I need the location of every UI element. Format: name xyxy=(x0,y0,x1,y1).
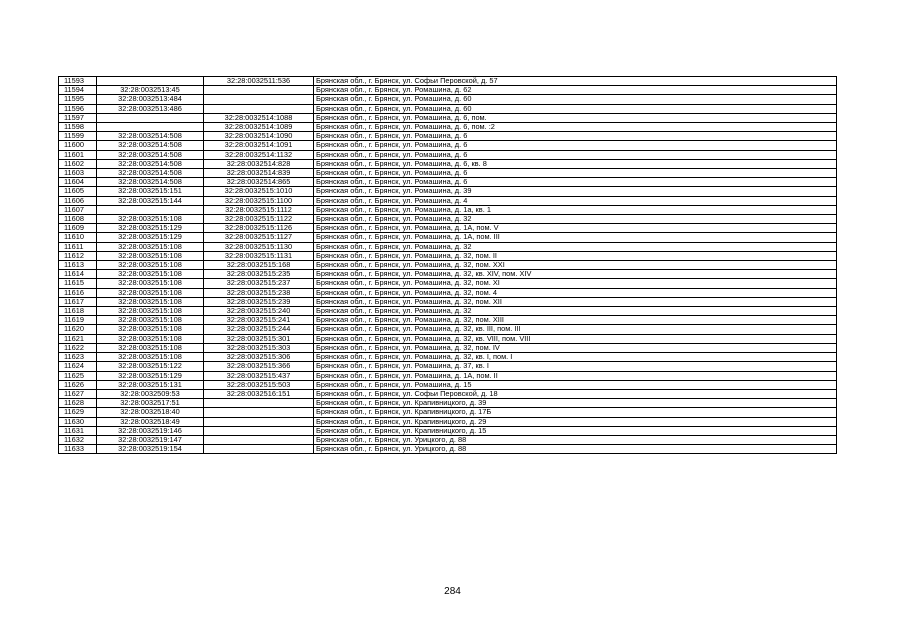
cadastral-number-cell: 32:28:0032519:154 xyxy=(97,445,204,454)
address-cell: Брянская обл., г. Брянск, ул. Ромашина, д. 1А, пом. III xyxy=(314,233,837,242)
table-row xyxy=(59,380,837,389)
row-number-cell: 11616 xyxy=(59,288,97,297)
row-number-cell: 11611 xyxy=(59,242,97,251)
address-cell: Брянская обл., г. Брянск, ул. Ромашина, д. 37, кв. I xyxy=(314,362,837,371)
cadastral-number-cell: 32:28:0032514:508 xyxy=(97,178,204,187)
row-number-cell: 11620 xyxy=(59,325,97,334)
cadastral-number-cell: 32:28:0032514:508 xyxy=(97,141,204,150)
cadastral-number-cell: 32:28:0032519:147 xyxy=(97,435,204,444)
cadastral-number-cell: 32:28:0032513:45 xyxy=(97,86,204,95)
address-cell: Брянская обл., г. Брянск, ул. Ромашина, д. 32 xyxy=(314,215,837,224)
cadastral-number-cell: 32:28:0032513:486 xyxy=(97,104,204,113)
table-row xyxy=(59,353,837,362)
address-cell: Брянская обл., г. Брянск, ул. Ромашина, д. 39 xyxy=(314,187,837,196)
address-cell: Брянская обл., г. Брянск, ул. Ромашина, д. 62 xyxy=(314,86,837,95)
table-row xyxy=(59,187,837,196)
address-cell: Брянская обл., г. Брянск, ул. Ромашина, д. 6, пом. :2 xyxy=(314,123,837,132)
table-row xyxy=(59,307,837,316)
table-row xyxy=(59,224,837,233)
registry-table xyxy=(58,76,837,454)
row-number-cell: 11627 xyxy=(59,389,97,398)
object-cadastral-number-cell: 32:28:0032515:239 xyxy=(204,297,314,306)
address-cell: Брянская обл., г. Брянск, ул. Крапивницкого, д. 29 xyxy=(314,417,837,426)
address-cell: Брянская обл., г. Брянск, ул. Ромашина, д. 32, кв. III, пом. III xyxy=(314,325,837,334)
table-row xyxy=(59,123,837,132)
row-number-cell: 11625 xyxy=(59,371,97,380)
cadastral-number-cell: 32:28:0032515:129 xyxy=(97,224,204,233)
cadastral-number-cell: 32:28:0032517:51 xyxy=(97,399,204,408)
cadastral-number-cell: 32:28:0032515:108 xyxy=(97,261,204,270)
table-row xyxy=(59,316,837,325)
object-cadastral-number-cell: 32:28:0032515:1122 xyxy=(204,215,314,224)
address-cell: Брянская обл., г. Брянск, ул. Ромашина, д. 6 xyxy=(314,169,837,178)
row-number-cell: 11623 xyxy=(59,353,97,362)
object-cadastral-number-cell: 32:28:0032515:244 xyxy=(204,325,314,334)
table-row xyxy=(59,132,837,141)
object-cadastral-number-cell xyxy=(204,95,314,104)
cadastral-number-cell: 32:28:0032515:129 xyxy=(97,371,204,380)
cadastral-number-cell: 32:28:0032515:108 xyxy=(97,343,204,352)
row-number-cell: 11604 xyxy=(59,178,97,187)
table-row xyxy=(59,178,837,187)
cadastral-number-cell: 32:28:0032515:108 xyxy=(97,215,204,224)
object-cadastral-number-cell: 32:28:0032515:238 xyxy=(204,288,314,297)
address-cell: Брянская обл., г. Брянск, ул. Софьи Перовской, д. 57 xyxy=(314,77,837,86)
address-cell: Брянская обл., г. Брянск, ул. Ромашина, д. 15 xyxy=(314,380,837,389)
cadastral-number-cell: 32:28:0032515:108 xyxy=(97,270,204,279)
address-cell: Брянская обл., г. Брянск, ул. Ромашина, д. 32 xyxy=(314,242,837,251)
address-cell: Брянская обл., г. Брянск, ул. Ромашина, д. 32, пом. XI xyxy=(314,279,837,288)
address-cell: Брянская обл., г. Брянск, ул. Ромашина, д. 32 xyxy=(314,307,837,316)
table-row xyxy=(59,343,837,352)
object-cadastral-number-cell: 32:28:0032515:301 xyxy=(204,334,314,343)
cadastral-number-cell: 32:28:0032515:108 xyxy=(97,251,204,260)
table-row xyxy=(59,325,837,334)
address-cell: Брянская обл., г. Брянск, ул. Урицкого, д. 88 xyxy=(314,435,837,444)
object-cadastral-number-cell: 32:28:0032514:1091 xyxy=(204,141,314,150)
table-row xyxy=(59,159,837,168)
cadastral-number-cell: 32:28:0032518:40 xyxy=(97,408,204,417)
cadastral-number-cell: 32:28:0032515:108 xyxy=(97,353,204,362)
cadastral-number-cell: 32:28:0032515:151 xyxy=(97,187,204,196)
row-number-cell: 11629 xyxy=(59,408,97,417)
table-row xyxy=(59,141,837,150)
cadastral-number-cell: 32:28:0032515:108 xyxy=(97,279,204,288)
object-cadastral-number-cell: 32:28:0032515:303 xyxy=(204,343,314,352)
row-number-cell: 11610 xyxy=(59,233,97,242)
table-row xyxy=(59,86,837,95)
cadastral-number-cell: 32:28:0032514:508 xyxy=(97,150,204,159)
address-cell: Брянская обл., г. Брянск, ул. Ромашина, д. 32, пом. IV xyxy=(314,343,837,352)
row-number-cell: 11618 xyxy=(59,307,97,316)
address-cell: Брянская обл., г. Брянск, ул. Ромашина, д. 60 xyxy=(314,104,837,113)
object-cadastral-number-cell: 32:28:0032515:237 xyxy=(204,279,314,288)
row-number-cell: 11621 xyxy=(59,334,97,343)
object-cadastral-number-cell xyxy=(204,426,314,435)
row-number-cell: 11612 xyxy=(59,251,97,260)
cadastral-number-cell: 32:28:0032514:508 xyxy=(97,159,204,168)
table-row xyxy=(59,445,837,454)
row-number-cell: 11633 xyxy=(59,445,97,454)
object-cadastral-number-cell: 32:28:0032516:151 xyxy=(204,389,314,398)
address-cell: Брянская обл., г. Брянск, ул. Софьи Перовской, д. 18 xyxy=(314,389,837,398)
address-cell: Брянская обл., г. Брянск, ул. Ромашина, д. 32, пом. XII xyxy=(314,297,837,306)
object-cadastral-number-cell: 32:28:0032515:240 xyxy=(204,307,314,316)
cadastral-number-cell: 32:28:0032519:146 xyxy=(97,426,204,435)
table-row xyxy=(59,113,837,122)
object-cadastral-number-cell: 32:28:0032515:366 xyxy=(204,362,314,371)
table-row xyxy=(59,233,837,242)
table-row xyxy=(59,279,837,288)
address-cell: Брянская обл., г. Брянск, ул. Ромашина, д. 4 xyxy=(314,196,837,205)
cadastral-number-cell: 32:28:0032515:108 xyxy=(97,325,204,334)
object-cadastral-number-cell: 32:28:0032514:1088 xyxy=(204,113,314,122)
table-row xyxy=(59,169,837,178)
row-number-cell: 11626 xyxy=(59,380,97,389)
table-row xyxy=(59,261,837,270)
address-cell: Брянская обл., г. Брянск, ул. Ромашина, д. 6, пом. xyxy=(314,113,837,122)
cadastral-number-cell: 32:28:0032515:108 xyxy=(97,288,204,297)
address-cell: Брянская обл., г. Брянск, ул. Ромашина, д. 60 xyxy=(314,95,837,104)
object-cadastral-number-cell: 32:28:0032514:828 xyxy=(204,159,314,168)
table-row xyxy=(59,371,837,380)
table-row xyxy=(59,215,837,224)
object-cadastral-number-cell xyxy=(204,399,314,408)
cadastral-number-cell xyxy=(97,113,204,122)
address-cell: Брянская обл., г. Брянск, ул. Ромашина, д. 1а, кв. 1 xyxy=(314,205,837,214)
row-number-cell: 11607 xyxy=(59,205,97,214)
cadastral-number-cell: 32:28:0032514:508 xyxy=(97,132,204,141)
cadastral-number-cell: 32:28:0032513:484 xyxy=(97,95,204,104)
object-cadastral-number-cell xyxy=(204,104,314,113)
row-number-cell: 11594 xyxy=(59,86,97,95)
row-number-cell: 11613 xyxy=(59,261,97,270)
address-cell: Брянская обл., г. Брянск, ул. Урицкого, д. 88 xyxy=(314,445,837,454)
cadastral-number-cell: 32:28:0032514:508 xyxy=(97,169,204,178)
table-row xyxy=(59,362,837,371)
cadastral-number-cell: 32:28:0032515:108 xyxy=(97,297,204,306)
row-number-cell: 11632 xyxy=(59,435,97,444)
table-row xyxy=(59,334,837,343)
table-row xyxy=(59,150,837,159)
table-row xyxy=(59,77,837,86)
table-row xyxy=(59,408,837,417)
table-row xyxy=(59,196,837,205)
table-row xyxy=(59,297,837,306)
row-number-cell: 11622 xyxy=(59,343,97,352)
row-number-cell: 11606 xyxy=(59,196,97,205)
object-cadastral-number-cell: 32:28:0032514:865 xyxy=(204,178,314,187)
row-number-cell: 11603 xyxy=(59,169,97,178)
table-row xyxy=(59,399,837,408)
address-cell: Брянская обл., г. Брянск, ул. Крапивницкого, д. 39 xyxy=(314,399,837,408)
address-cell: Брянская обл., г. Брянск, ул. Ромашина, д. 6, кв. 8 xyxy=(314,159,837,168)
object-cadastral-number-cell: 32:28:0032515:241 xyxy=(204,316,314,325)
address-cell: Брянская обл., г. Брянск, ул. Ромашина, д. 32, пом. II xyxy=(314,251,837,260)
address-cell: Брянская обл., г. Брянск, ул. Ромашина, д. 1А, пом. II xyxy=(314,371,837,380)
address-cell: Брянская обл., г. Брянск, ул. Ромашина, д. 32, кв. XIV, пом. XIV xyxy=(314,270,837,279)
address-cell: Брянская обл., г. Брянск, ул. Крапивницкого, д. 15 xyxy=(314,426,837,435)
row-number-cell: 11608 xyxy=(59,215,97,224)
table-row xyxy=(59,242,837,251)
address-cell: Брянская обл., г. Брянск, ул. Ромашина, д. 32, кв. I, пом. I xyxy=(314,353,837,362)
object-cadastral-number-cell: 32:28:0032514:1089 xyxy=(204,123,314,132)
object-cadastral-number-cell: 32:28:0032514:1090 xyxy=(204,132,314,141)
address-cell: Брянская обл., г. Брянск, ул. Ромашина, д. 1А, пом. V xyxy=(314,224,837,233)
object-cadastral-number-cell: 32:28:0032515:503 xyxy=(204,380,314,389)
object-cadastral-number-cell: 32:28:0032515:1131 xyxy=(204,251,314,260)
object-cadastral-number-cell: 32:28:0032514:839 xyxy=(204,169,314,178)
object-cadastral-number-cell: 32:28:0032514:1132 xyxy=(204,150,314,159)
cadastral-number-cell: 32:28:0032518:49 xyxy=(97,417,204,426)
table-row xyxy=(59,426,837,435)
object-cadastral-number-cell: 32:28:0032515:235 xyxy=(204,270,314,279)
table-row xyxy=(59,417,837,426)
object-cadastral-number-cell: 32:28:0032515:1127 xyxy=(204,233,314,242)
object-cadastral-number-cell: 32:28:0032515:1130 xyxy=(204,242,314,251)
cadastral-number-cell: 32:28:0032515:108 xyxy=(97,334,204,343)
object-cadastral-number-cell: 32:28:0032511:536 xyxy=(204,77,314,86)
table-row xyxy=(59,288,837,297)
registry-table-body xyxy=(59,77,837,454)
object-cadastral-number-cell xyxy=(204,445,314,454)
row-number-cell: 11598 xyxy=(59,123,97,132)
address-cell: Брянская обл., г. Брянск, ул. Ромашина, д. 32, кв. VIII, пом. VIII xyxy=(314,334,837,343)
row-number-cell: 11630 xyxy=(59,417,97,426)
object-cadastral-number-cell: 32:28:0032515:1100 xyxy=(204,196,314,205)
row-number-cell: 11595 xyxy=(59,95,97,104)
row-number-cell: 11600 xyxy=(59,141,97,150)
table-row xyxy=(59,435,837,444)
address-cell: Брянская обл., г. Брянск, ул. Ромашина, д. 32, пом. 4 xyxy=(314,288,837,297)
cadastral-number-cell: 32:28:0032515:122 xyxy=(97,362,204,371)
row-number-cell: 11619 xyxy=(59,316,97,325)
address-cell: Брянская обл., г. Брянск, ул. Ромашина, д. 32, пом. XIII xyxy=(314,316,837,325)
row-number-cell: 11628 xyxy=(59,399,97,408)
cadastral-number-cell: 32:28:0032515:129 xyxy=(97,233,204,242)
cadastral-number-cell: 32:28:0032515:144 xyxy=(97,196,204,205)
table-row xyxy=(59,205,837,214)
row-number-cell: 11617 xyxy=(59,297,97,306)
cadastral-number-cell xyxy=(97,205,204,214)
object-cadastral-number-cell xyxy=(204,408,314,417)
page-number: 284 xyxy=(444,586,461,597)
cadastral-number-cell: 32:28:0032515:131 xyxy=(97,380,204,389)
address-cell: Брянская обл., г. Брянск, ул. Ромашина, д. 32, пом. XXI xyxy=(314,261,837,270)
row-number-cell: 11601 xyxy=(59,150,97,159)
address-cell: Брянская обл., г. Брянск, ул. Ромашина, д. 6 xyxy=(314,141,837,150)
row-number-cell: 11624 xyxy=(59,362,97,371)
object-cadastral-number-cell xyxy=(204,435,314,444)
object-cadastral-number-cell: 32:28:0032515:306 xyxy=(204,353,314,362)
object-cadastral-number-cell xyxy=(204,86,314,95)
row-number-cell: 11593 xyxy=(59,77,97,86)
object-cadastral-number-cell: 32:28:0032515:1126 xyxy=(204,224,314,233)
row-number-cell: 11631 xyxy=(59,426,97,435)
object-cadastral-number-cell: 32:28:0032515:1010 xyxy=(204,187,314,196)
row-number-cell: 11615 xyxy=(59,279,97,288)
address-cell: Брянская обл., г. Брянск, ул. Крапивницкого, д. 17Б xyxy=(314,408,837,417)
row-number-cell: 11614 xyxy=(59,270,97,279)
object-cadastral-number-cell xyxy=(204,417,314,426)
cadastral-number-cell: 32:28:0032515:108 xyxy=(97,307,204,316)
row-number-cell: 11605 xyxy=(59,187,97,196)
row-number-cell: 11602 xyxy=(59,159,97,168)
object-cadastral-number-cell: 32:28:0032515:168 xyxy=(204,261,314,270)
address-cell: Брянская обл., г. Брянск, ул. Ромашина, д. 6 xyxy=(314,132,837,141)
row-number-cell: 11596 xyxy=(59,104,97,113)
cadastral-number-cell: 32:28:0032515:108 xyxy=(97,242,204,251)
table-row xyxy=(59,95,837,104)
table-row xyxy=(59,389,837,398)
table-row xyxy=(59,251,837,260)
row-number-cell: 11597 xyxy=(59,113,97,122)
table-row xyxy=(59,270,837,279)
cadastral-number-cell xyxy=(97,123,204,132)
row-number-cell: 11609 xyxy=(59,224,97,233)
table-row xyxy=(59,104,837,113)
cadastral-number-cell xyxy=(97,77,204,86)
cadastral-number-cell: 32:28:0032509:53 xyxy=(97,389,204,398)
object-cadastral-number-cell: 32:28:0032515:437 xyxy=(204,371,314,380)
address-cell: Брянская обл., г. Брянск, ул. Ромашина, д. 6 xyxy=(314,178,837,187)
cadastral-number-cell: 32:28:0032515:108 xyxy=(97,316,204,325)
row-number-cell: 11599 xyxy=(59,132,97,141)
object-cadastral-number-cell: 32:28:0032515:1112 xyxy=(204,205,314,214)
address-cell: Брянская обл., г. Брянск, ул. Ромашина, д. 6 xyxy=(314,150,837,159)
